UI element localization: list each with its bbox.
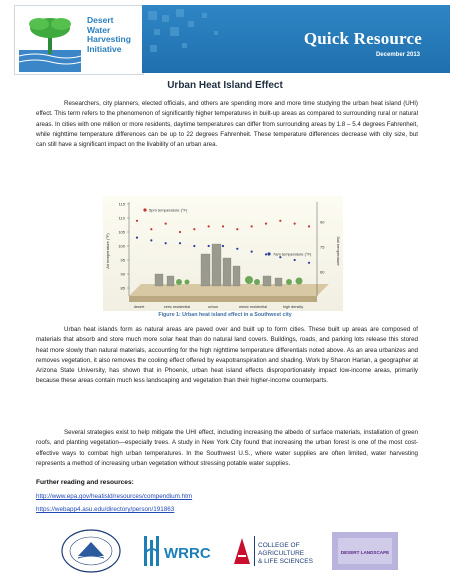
- series-0-point-7: [236, 228, 238, 230]
- svg-text:COLLEGE OF: COLLEGE OF: [258, 542, 300, 549]
- series-1-point-5: [208, 245, 210, 247]
- x-category-label-2: urban: [208, 305, 218, 309]
- further-reading-heading: Further reading and resources:: [36, 479, 134, 486]
- series-0-point-1: [150, 228, 152, 230]
- series-0-point-4: [193, 228, 195, 230]
- legend-marker-5pm: [143, 208, 146, 211]
- x-category-label-1: xeric residential: [163, 305, 191, 309]
- cals-logo: [232, 528, 324, 574]
- issue-date: December 2013: [375, 52, 420, 58]
- legend-7am: 7am temperature (°F): [273, 251, 312, 257]
- series-0-point-2: [165, 223, 167, 225]
- paragraph-formation: Urban heat islands form as natural areas are paved over and built up to form cities. These built up areas are composed of materials that absorb and store much more solar heat than do natural land covers. Buildings, roads, and parking lots release this stored heat more slowly than natural materials, accounting for the high nighttime temperature differentials noted above. As an area urbanizes and removes vegetation, it also removes the cooling effect offered by evapotranspiration and shading. Work by Sharon Harlan, a geographer at Arizona State University, has shown that in Phoenix, urban heat island effects disproportionately impact low-income areas, primarily because these areas contain much less landscaping and vegetation than their higher-income counterparts.: [36, 326, 418, 385]
- asu-link[interactable]: https://webapp4.asu.edu/directory/person/191863: [36, 506, 175, 513]
- series-1-point-3: [179, 242, 181, 244]
- series-1-point-12: [308, 262, 310, 264]
- x-category-label-0: desert: [133, 305, 145, 309]
- uhi-chart-svg: [103, 196, 343, 311]
- desert-water-harvesting-logo: [14, 5, 144, 75]
- y-tick-label-5: 90: [120, 271, 125, 277]
- series-0-point-3: [179, 231, 181, 233]
- figure-caption: Figure 1: Urban heat island effect in a Southwest city: [158, 312, 292, 318]
- series-0-point-12: [308, 225, 310, 227]
- y-tick-label-6: 85: [120, 285, 125, 291]
- reclamation-seal: [60, 528, 122, 574]
- header-band: [142, 5, 450, 73]
- y-tick-label-2: 105: [118, 229, 125, 235]
- series-0-point-8: [251, 225, 253, 227]
- series-1-point-0: [136, 237, 138, 239]
- series-0-point-11: [294, 223, 296, 225]
- series-0-point-10: [279, 220, 281, 222]
- y-right-tick-label-2: 60: [320, 269, 325, 275]
- legend-marker-7am: [267, 252, 270, 255]
- svg-text:& LIFE SCIENCES: & LIFE SCIENCES: [258, 558, 313, 565]
- y-tick-label-0: 115: [118, 201, 125, 207]
- wrrc-text: WRRC: [164, 545, 211, 562]
- series-1-point-2: [165, 242, 167, 244]
- series-0-point-6: [222, 225, 224, 227]
- wrrc-logo: [142, 528, 220, 574]
- desert-landscape-logo: [332, 528, 398, 574]
- y-axis-label-right: Soil temperature: [336, 236, 341, 266]
- article-title: Urban Heat Island Effect: [167, 80, 283, 91]
- y-axis-label: Air temperature (°F): [105, 233, 110, 269]
- svg-text:DESERT LANDSCAPE: DESERT LANDSCAPE: [340, 550, 390, 555]
- series-1-point-7: [236, 248, 238, 250]
- series-0-point-5: [208, 225, 210, 227]
- y-tick-label-1: 110: [118, 215, 125, 221]
- paragraph-mitigation: Several strategies exist to help mitigate the UHI effect, including increasing the albedo of surface materials, installation of green roofs, and planting vegetation—especially trees. A study in New York City found that increasing the urban forest is one of the most cost-effective ways to combat high urban temperatures. In the Southwest U.S., where water supplies are often limited, water harvesting represents a method of increasing urban vegetation without stressing potable water supplies.: [36, 429, 418, 467]
- x-category-label-4: high density: [282, 305, 304, 309]
- y-tick-label-4: 95: [120, 257, 125, 263]
- epa-link[interactable]: http://www.epa.gov/heatisld/resources/compendium.htm: [36, 493, 193, 500]
- series-1-point-8: [251, 251, 253, 253]
- paragraph-intro: Researchers, city planners, elected officials, and others are spending more and more time studying the urban heat island (UHI) effect. This term refers to the phenomenon of significantly higher temperatures in built-up areas as compared to surrounding rural or natural areas. In cities with one million or more residents, daytime temperatures can differ from surrounding areas by 1.8 – 5.4 degrees Fahrenheit, while nighttime temperature differences can be up to 22 degrees Fahrenheit. These temperature differences decrease with city size, but can still have a significant impact on the livability of an urban area.: [36, 100, 418, 149]
- uhi-chart: [103, 196, 343, 311]
- series-0-point-0: [136, 220, 138, 222]
- header: [0, 0, 450, 74]
- logo-text: Desert Water Harvesting Initiative: [87, 15, 131, 54]
- x-category-label-3: mesic residential: [238, 305, 268, 309]
- footer-logos: [60, 528, 400, 574]
- series-1-point-11: [294, 259, 296, 261]
- series-0-point-9: [265, 223, 267, 225]
- y-right-tick-label-0: 90: [320, 219, 325, 225]
- series-1-point-9: [265, 253, 267, 255]
- series-1-point-4: [193, 245, 195, 247]
- svg-text:AGRICULTURE: AGRICULTURE: [258, 550, 305, 557]
- series-1-point-1: [150, 239, 152, 241]
- series-1-point-6: [222, 245, 224, 247]
- y-tick-label-3: 100: [118, 243, 125, 249]
- quick-resource-title: Quick Resource: [303, 29, 422, 48]
- legend-5pm: 5pm temperature (°F): [149, 207, 188, 213]
- y-right-tick-label-1: 75: [320, 244, 325, 250]
